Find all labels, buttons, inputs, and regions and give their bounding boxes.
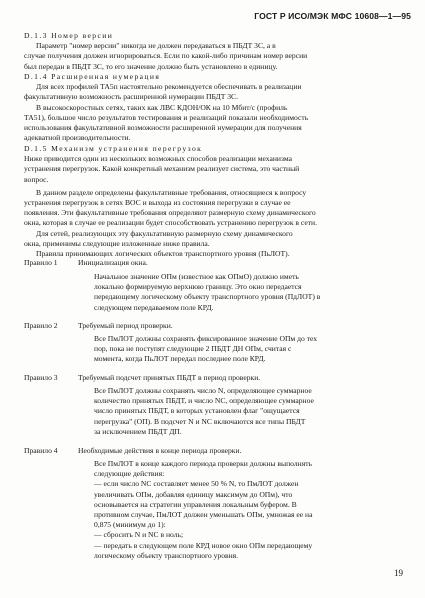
section-d-1-4 [24,72,410,143]
rule-text [94,386,410,437]
paragraph-line: появления. Эти факультативные требования определяют размерную схему динамического [24,208,316,218]
rule-line: — передать в следующем поле КРД новое окно ОПм передающему [94,540,313,550]
paragraph-line: адекватной производительности. [24,133,131,143]
paragraph-line: вопрос. [24,174,49,184]
rule-line: — сбросить N и NC в ноль; [94,530,184,540]
rule-line: число принятых ПБДТ, в которых установлен флаг "ощущается [94,406,300,416]
rule-line: Начальное значение ОПм (известное как ОПмО) должно иметь [94,272,299,281]
rule-line: передающему логическому объекту транспортного уровня (ПдЛОТ) в [94,292,321,302]
rule-line: количество принятых ПБДТ, и число NC, определяющее суммарное [94,396,314,406]
section-title: D.1.4 Расширенная нумерация [24,72,161,81]
rule-heading [78,373,410,383]
rule-line: логическому объекту транспортного уровня. [94,550,239,560]
paragraph-line: В высокоскоростных сетях, таких как ЛВС КДОН/ОК на 10 Мбит/с (профиль [36,102,288,112]
section-d-1-3 [24,31,410,72]
paragraph-line: Ниже приводится один из нескольких возможных способов реализации механизма [24,154,292,164]
rule-line: следующем передаваемом поле КРД. [94,302,214,312]
rule-line: основывается на стратегии управления локальным буфером. В [94,499,297,509]
rule-heading [78,258,410,268]
section-title: D.1.3 Номер версии [24,31,114,40]
rule-line: пор, пока не поступят следующие 2 ПБДТ ДН ОПм, считая с [94,344,292,354]
rule-heading [78,446,410,456]
paragraph-line: Для всех профилей ТА5п настоятельно рекомендуется обеспечивать в реализации [36,82,302,92]
rule-title: Инициализация окна. [78,258,148,267]
paragraph-line: устранения перегрузок в сетях ВОС и выхода из состояния перегрузки в случае ее [24,198,291,208]
document-header: ГОСТ Р ИСО/МЭК МФС 10608—1—95 [254,11,411,21]
paragraph-line: ТА51), большое число результатов тестирования и реализаций показали необходимость [24,112,309,122]
rule-label: Правило 4 [24,446,58,455]
rule-line: следующие действия: [94,469,165,479]
rule-text [94,459,410,561]
paragraph-line: окна, применимы следующие изложенные ниже правила. [24,238,210,248]
rule-title: Необходимые действия в конце периода проверки. [78,446,242,455]
rule-line: момента, когда ПьЛОТ передал последнее поле КРД. [94,354,266,364]
rule-line: увеличивать ОПм, добавляя единицу максимум до ОПм), что [94,489,293,499]
paragraph-line: окна, которая в случае ее реализации будет способствовать устранению перегрузок в сети. [24,218,318,228]
rule-title: Требуемый период проверки. [78,321,173,330]
rule-line: — если число NC составляет менее 50 % N, то ПмЛОТ должен [94,479,299,489]
paragraph-line: случае получения должен игнорироваться. Если по какой-либо причинам номер версии [24,51,308,61]
paragraph-line: использования факультативной возможности расширенной нумерации для получения [24,123,302,133]
section-d-1-5 [24,144,410,259]
paragraph-line: Правила принимающих логических объектов транспортного уровня (ПьЛОТ). [36,249,290,259]
paragraph-line: Параметр "номер версии" никогда не должен передаваться в ПБДТ 3С, а в [36,41,276,51]
rule-line: за исключением ПБДТ ДП. [94,426,182,436]
rule-label: Правило 3 [24,373,58,382]
rule-line: перегрузка" (ОП). В подсчет N и NC включаются все типы ПБДТ [94,416,306,426]
paragraph-line: Для сетей, реализующих эту факультативную размерную схему динамического [36,228,293,238]
section-title: D.1.5 Механизм устранения перегрузок [24,144,203,153]
page-number: 19 [394,568,403,578]
paragraph-line: В данном разделе определены факультативные требования, относящиеся к вопросу [36,187,307,197]
paragraph-line: был передан в ПБДТ 3С, то его значение должно быть установлено в единицу. [24,61,278,71]
rule-text [94,334,410,365]
rule-text [94,272,410,313]
rule-label: Правило 2 [24,321,58,330]
rule-line: противном случае, ПмЛОТ должен уменьшать ОПм, умножая ее на [94,510,313,520]
paragraph-line: факультативную возможность расширенной нумерации ПБДТ 3С. [24,92,238,102]
rule-heading [78,321,410,331]
rule-line: Все ПмЛОТ должны сохранять фиксированное значение ОПм до тех [94,334,318,343]
paragraph-line: устранения перегрузок. Какой конкретный механизм реализует система, это частный [24,164,300,174]
rule-title: Требуемый подсчет принятых ПБДТ в период проверки. [78,373,261,382]
rule-line: Все ПмЛОТ в конце каждого периода проверки должны выполнять [94,459,312,468]
rule-line: 0,875 (минимум до 1): [94,520,166,530]
rule-line: Все ПмЛОТ должны сохранять число N, определяющее суммарное [94,386,312,395]
rule-label: Правило 1 [24,258,58,267]
rule-line: локально формируемую верхнюю границу. Это окно передается [94,282,302,292]
